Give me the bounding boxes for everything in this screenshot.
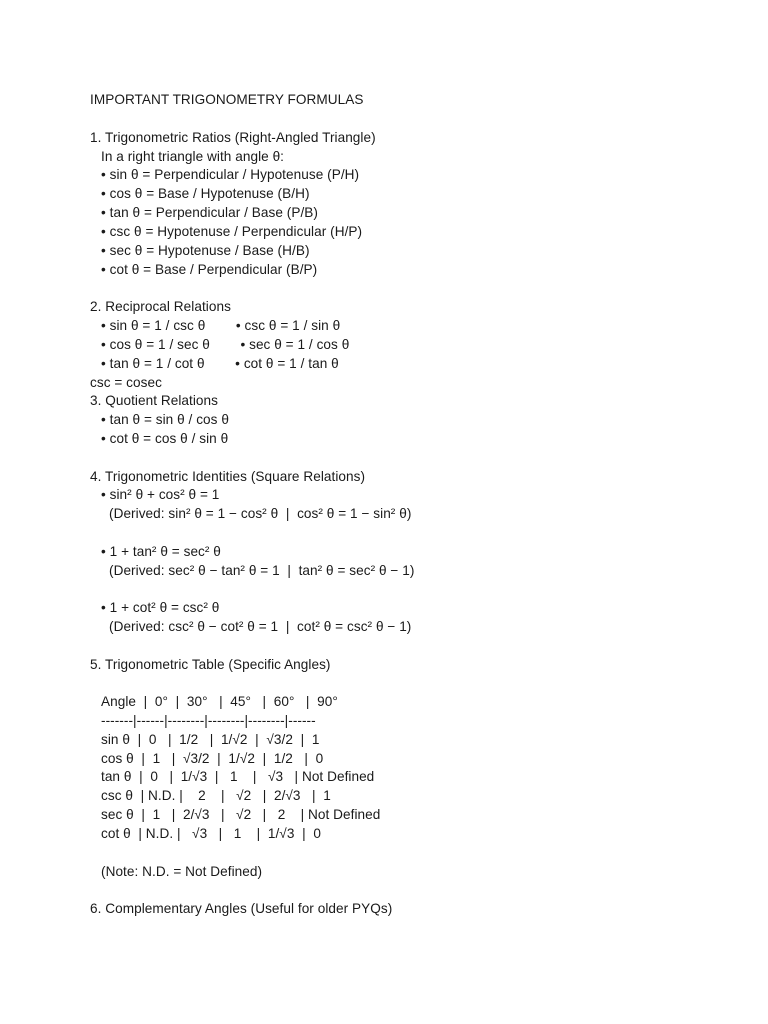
table-row-sin: sin θ | 0 | 1/2 | 1/√2 | √3/2 | 1 xyxy=(101,732,320,747)
reciprocal-row-1: • sin θ = 1 / csc θ • csc θ = 1 / sin θ xyxy=(101,318,341,333)
quotient-tan: • tan θ = sin θ / cos θ xyxy=(101,412,229,427)
quotient-cot: • cot θ = cos θ / sin θ xyxy=(101,431,229,446)
section-1-heading: 1. Trigonometric Ratios (Right-Angled Triangle) xyxy=(90,130,376,145)
table-row-tan: tan θ | 0 | 1/√3 | 1 | √3 | Not Defined xyxy=(101,769,375,784)
section-2-heading: 2. Reciprocal Relations xyxy=(90,299,231,314)
identity-2-formula: • 1 + tan² θ = sec² θ xyxy=(101,544,221,559)
table-separator: -------|------|--------|--------|--------|------ xyxy=(101,713,316,728)
identity-3-derived: (Derived: csc² θ − cot² θ = 1 | cot² θ = csc² θ − 1) xyxy=(109,619,412,634)
table-row-cos: cos θ | 1 | √3/2 | 1/√2 | 1/2 | 0 xyxy=(101,751,324,766)
section-6-heading: 6. Complementary Angles (Useful for older PYQs) xyxy=(90,901,393,916)
table-header-row: Angle | 0° | 30° | 45° | 60° | 90° xyxy=(101,694,338,709)
section-1-intro: In a right triangle with angle θ: xyxy=(101,149,285,164)
table-row-cot: cot θ | N.D. | √3 | 1 | 1/√3 | 0 xyxy=(101,826,321,841)
identity-3-formula: • 1 + cot² θ = csc² θ xyxy=(101,600,220,615)
page-title: IMPORTANT TRIGONOMETRY FORMULAS xyxy=(90,92,364,107)
table-row-sec: sec θ | 1 | 2/√3 | √2 | 2 | Not Defined xyxy=(101,807,381,822)
ratio-csc: • csc θ = Hypotenuse / Perpendicular (H/P) xyxy=(101,224,363,239)
ratio-cot: • cot θ = Base / Perpendicular (B/P) xyxy=(101,262,318,277)
table-row-csc: csc θ | N.D. | 2 | √2 | 2/√3 | 1 xyxy=(101,788,331,803)
section-4-heading: 4. Trigonometric Identities (Square Relations) xyxy=(90,469,366,484)
table-note: (Note: N.D. = Not Defined) xyxy=(101,864,263,879)
ratio-cos: • cos θ = Base / Hypotenuse (B/H) xyxy=(101,186,310,201)
section-5-heading: 5. Trigonometric Table (Specific Angles) xyxy=(90,657,331,672)
reciprocal-row-3: • tan θ = 1 / cot θ • cot θ = 1 / tan θ xyxy=(101,356,339,371)
ratio-sin: • sin θ = Perpendicular / Hypotenuse (P/H) xyxy=(101,167,360,182)
ratio-sec: • sec θ = Hypotenuse / Base (H/B) xyxy=(101,243,310,258)
ratio-tan: • tan θ = Perpendicular / Base (P/B) xyxy=(101,205,318,220)
section-3-heading: 3. Quotient Relations xyxy=(90,393,218,408)
cosec-note: csc = cosec xyxy=(90,375,162,390)
identity-2-derived: (Derived: sec² θ − tan² θ = 1 | tan² θ = sec² θ − 1) xyxy=(109,563,415,578)
identity-1-derived: (Derived: sin² θ = 1 − cos² θ | cos² θ = 1 − sin² θ) xyxy=(109,506,412,521)
identity-1-formula: • sin² θ + cos² θ = 1 xyxy=(101,487,220,502)
reciprocal-row-2: • cos θ = 1 / sec θ • sec θ = 1 / cos θ xyxy=(101,337,350,352)
